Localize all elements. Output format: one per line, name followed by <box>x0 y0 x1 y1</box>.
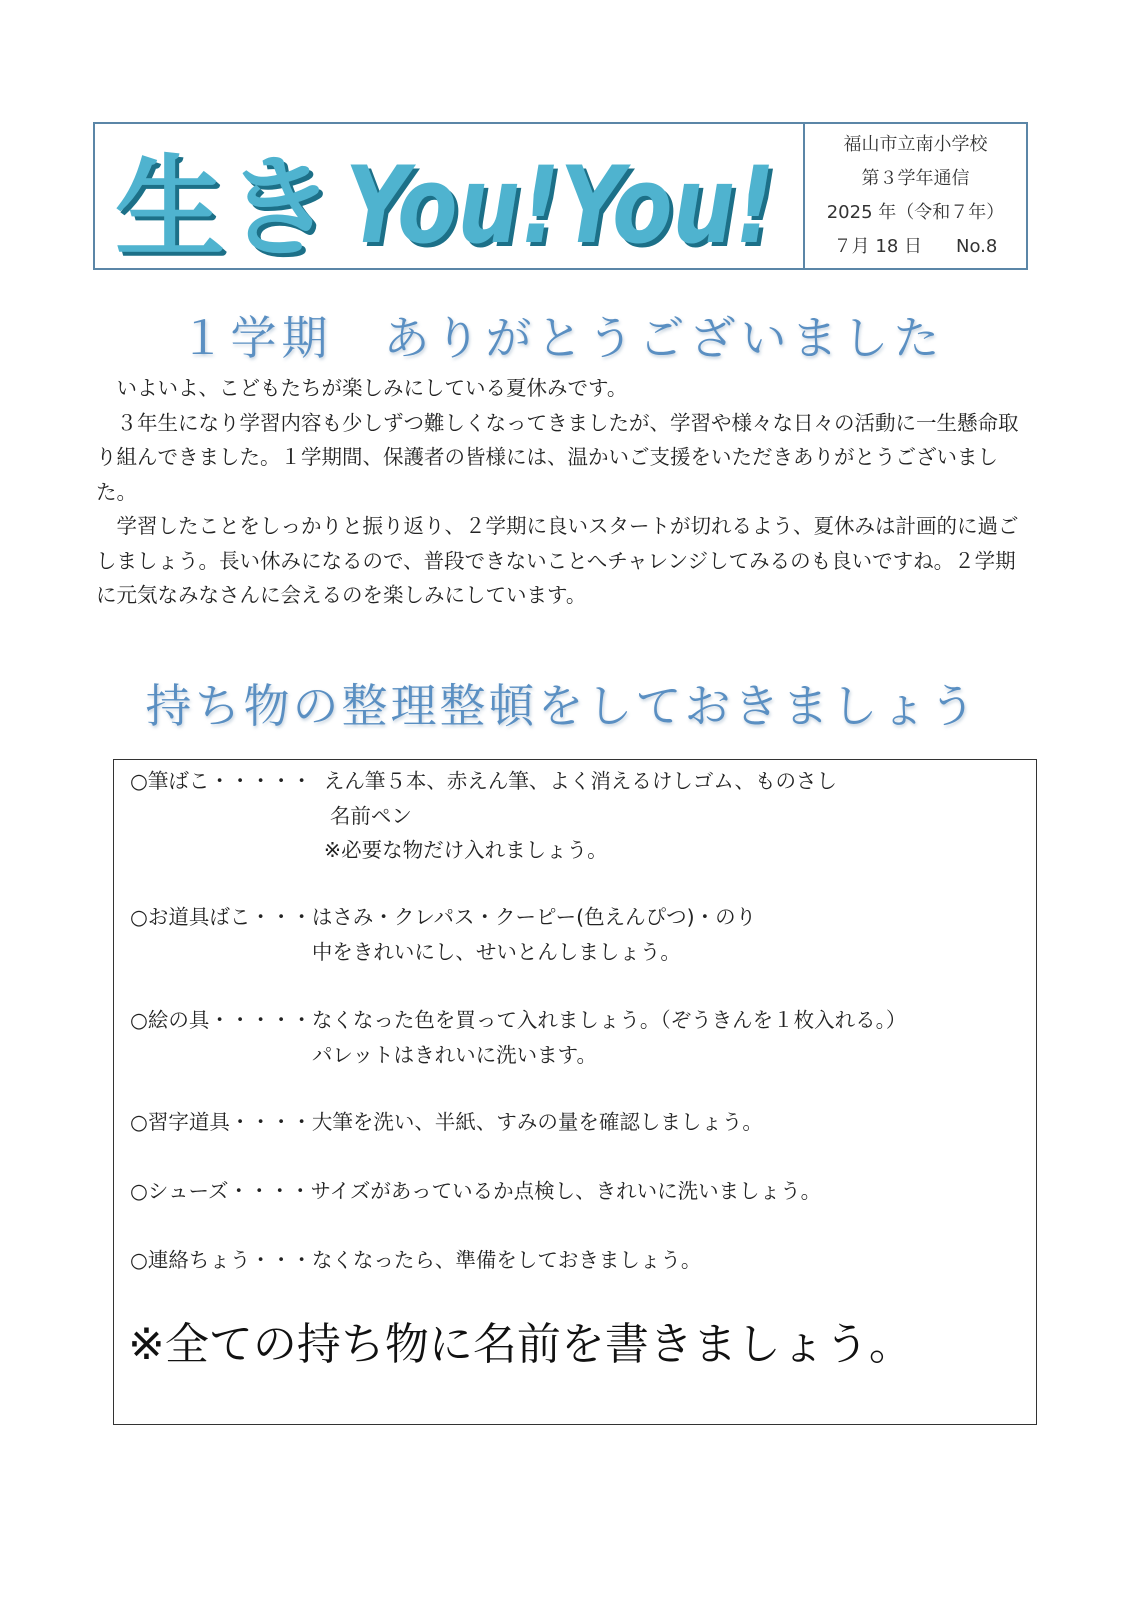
issue-date-row <box>834 233 998 261</box>
checklist-item-calligraphy-set <box>130 1105 763 1140</box>
checklist-item-label: ○絵の具・・・・・ <box>130 1008 312 1032</box>
belongings-heading: 持ち物の整理整頓をしておきましょう <box>145 679 979 733</box>
checklist-item-pencil-case <box>130 764 837 868</box>
checklist-item-label: ○筆ばこ・・・・・ <box>130 769 312 793</box>
newsletter-name: 第３学年通信 <box>861 168 970 189</box>
checklist-item-text: えん筆５本、赤えん筆、よく消えるけしゴム、ものさし <box>323 769 838 793</box>
checklist-item-shoes <box>130 1174 821 1209</box>
checklist-item-text: なくなったら、準備をしておきましょう。 <box>311 1248 702 1272</box>
newsletter-title-logo <box>95 124 805 268</box>
checklist-item-text: パレットはきれいに洗います。 <box>311 1042 598 1067</box>
checklist-item-notebook <box>130 1243 701 1278</box>
checklist-item-label: ○お道具ばこ・・・ <box>130 905 312 929</box>
checklist-item-paints <box>130 1003 906 1072</box>
issue-date: ７月 18 日 <box>833 236 922 257</box>
intro-text <box>96 371 1036 613</box>
checklist-item-label: ○シューズ・・・・ <box>130 1179 311 1203</box>
intro-paragraph: いよいよ、こどもたちが楽しみにしている夏休みです。 <box>116 376 628 400</box>
checklist-item-text: 名前ペン <box>329 803 412 828</box>
checklist-item-label: ○連絡ちょう・・・ <box>130 1248 312 1272</box>
thanks-heading: １学期 ありがとうございました <box>179 311 945 365</box>
school-name: 福山市立南小学校 <box>843 134 988 155</box>
checklist-item-text: サイズがあっているか点検し、きれいに洗いましょう。 <box>310 1179 822 1203</box>
title-logo-graphic <box>95 124 801 268</box>
checklist-item-tool-box <box>130 900 756 969</box>
masthead-info <box>805 124 1026 268</box>
title-part-kanji: 生き <box>115 144 335 268</box>
intro-paragraph: 学習したことをしっかりと振り返り、２学期に良いスタートが切れるよう、夏休みは計画的に過ごしましょう。長い休みになるので、普段できないことへチャレンジしてみるのも良いですね。２学期に元気なみなさんに会えるのを楽しみにしています。 <box>96 514 1019 607</box>
closing-note: ※全ての持ち物に名前を書きましょう。 <box>128 1319 913 1370</box>
checklist-item-text: なくなった色を買って入れましょう。（ぞうきんを１枚入れる。） <box>311 1008 907 1032</box>
checklist-item-text: 中をきれいにし、せいとんしましょう。 <box>311 939 681 964</box>
issue-year: 2025 年（令和７年） <box>826 202 1005 223</box>
checklist-item-label: ○習字道具・・・・ <box>130 1110 312 1134</box>
intro-paragraph: ３年生になり学習内容も少しずつ難しくなってきましたが、学習や様々な日々の活動に一生懸命取り組んできました。１学期間、保護者の皆様には、温かいご支援をいただきありがとうございました。 <box>96 410 1019 504</box>
issue-number: No.8 <box>956 236 998 257</box>
newsletter-masthead <box>93 122 1028 270</box>
title-part-you: You!You! <box>345 144 775 267</box>
belongings-checklist <box>113 759 1037 1425</box>
checklist-item-text: ※必要な物だけ入れましょう。 <box>323 838 608 862</box>
checklist-item-text: 大筆を洗い、半紙、すみの量を確認しましょう。 <box>311 1110 763 1134</box>
checklist-item-text: はさみ・クレパス・クーピー(色えんぴつ)・のり <box>311 905 757 929</box>
